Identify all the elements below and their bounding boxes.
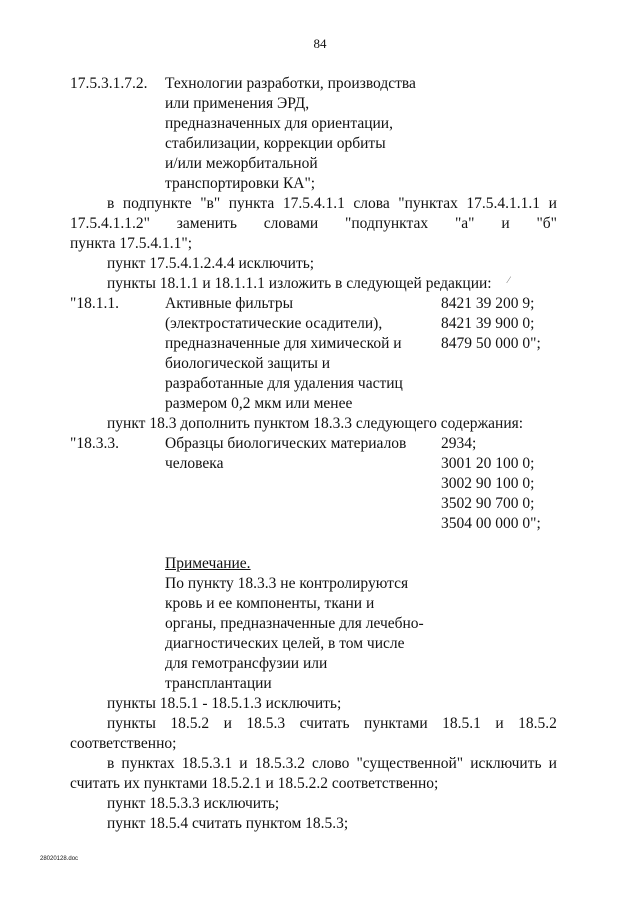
- note-line: диагностических целей, в том числе: [165, 635, 405, 652]
- note-line: кровь и ее компоненты, ткани и: [165, 595, 375, 612]
- text-line: разработанные для удаления частиц: [165, 375, 403, 392]
- text-line: человека: [165, 455, 224, 472]
- paragraph-line: пункта 17.5.4.1.1";: [70, 235, 193, 252]
- note-line: По пункту 18.3.3 не контролируются: [165, 575, 409, 592]
- code-value: 3001 20 100 0;: [441, 455, 535, 472]
- text-line: Образцы биологических материалов: [165, 435, 407, 452]
- section-number: "18.3.3.: [70, 435, 119, 452]
- code-value: 2934;: [441, 435, 477, 452]
- code-value: 8421 39 900 0;: [441, 315, 535, 332]
- paragraph-line: пункты 18.5.1 - 18.5.1.3 исключить;: [107, 695, 342, 712]
- footer-filename: 28020128.doc: [40, 856, 79, 862]
- text-line: биологической защиты и: [165, 355, 331, 372]
- text-line: Технологии разработки, производства: [165, 75, 416, 92]
- note-title: Примечание.: [165, 555, 251, 572]
- paragraph-line: пункт 18.5.4 считать пунктом 18.5.3;: [107, 815, 349, 832]
- note-line: органы, предназначенные для лечебно-: [165, 615, 424, 632]
- paragraph-line: пункт 18.5.3.3 исключить;: [107, 795, 280, 812]
- paragraph-line: считать их пунктами 18.5.2.1 и 18.5.2.2 соответственно;: [70, 775, 439, 792]
- paragraph-line: в подпункте "в" пункта 17.5.4.1.1 слова "пунктах 17.5.4.1.1.1 и: [107, 195, 557, 212]
- paragraph-line: 17.5.4.1.1.2" заменить словами "подпунктах "а" и "б": [70, 215, 557, 232]
- text-line: и/или межорбитальной: [165, 155, 318, 172]
- code-value: 8479 50 000 0";: [441, 335, 541, 352]
- text-line: стабилизации, коррекции орбиты: [165, 135, 386, 152]
- paragraph-line: пункт 18.3 дополнить пунктом 18.3.3 следующего содержания:: [107, 415, 524, 432]
- text-line: транспортировки КА";: [165, 175, 316, 192]
- paragraph-line: в пунктах 18.5.3.1 и 18.5.3.2 слово "существенной" исключить и: [107, 755, 557, 772]
- code-value: 3502 90 700 0;: [441, 495, 535, 512]
- section-number: "18.1.1.: [70, 295, 119, 312]
- note-line: для гемотрансфузии или: [165, 655, 328, 672]
- code-value: 3002 90 100 0;: [441, 475, 535, 492]
- paragraph-line: пункты 18.1.1 и 18.1.1.1 изложить в следующей редакции:: [107, 275, 492, 292]
- text-line: предназначенных для ориентации,: [165, 115, 393, 132]
- text-line: или применения ЭРД,: [165, 95, 310, 112]
- code-value: 3504 00 000 0";: [441, 515, 541, 532]
- note-line: трансплантации: [165, 675, 272, 692]
- text-line: размером 0,2 мкм или менее: [165, 395, 353, 412]
- paragraph-line: пункты 18.5.2 и 18.5.3 считать пунктами 18.5.1 и 18.5.2: [107, 715, 557, 732]
- section-number: 17.5.3.1.7.2.: [70, 75, 148, 92]
- stray-mark: ⁄: [508, 275, 510, 285]
- code-value: 8421 39 200 9;: [441, 295, 535, 312]
- text-line: предназначенные для химической и: [165, 335, 402, 352]
- text-line: Активные фильтры: [165, 295, 294, 312]
- paragraph-line: соответственно;: [70, 735, 177, 752]
- page-number: 84: [313, 36, 327, 51]
- text-line: (электростатические осадители),: [165, 315, 383, 332]
- paragraph-line: пункт 17.5.4.1.2.4.4 исключить;: [107, 255, 315, 272]
